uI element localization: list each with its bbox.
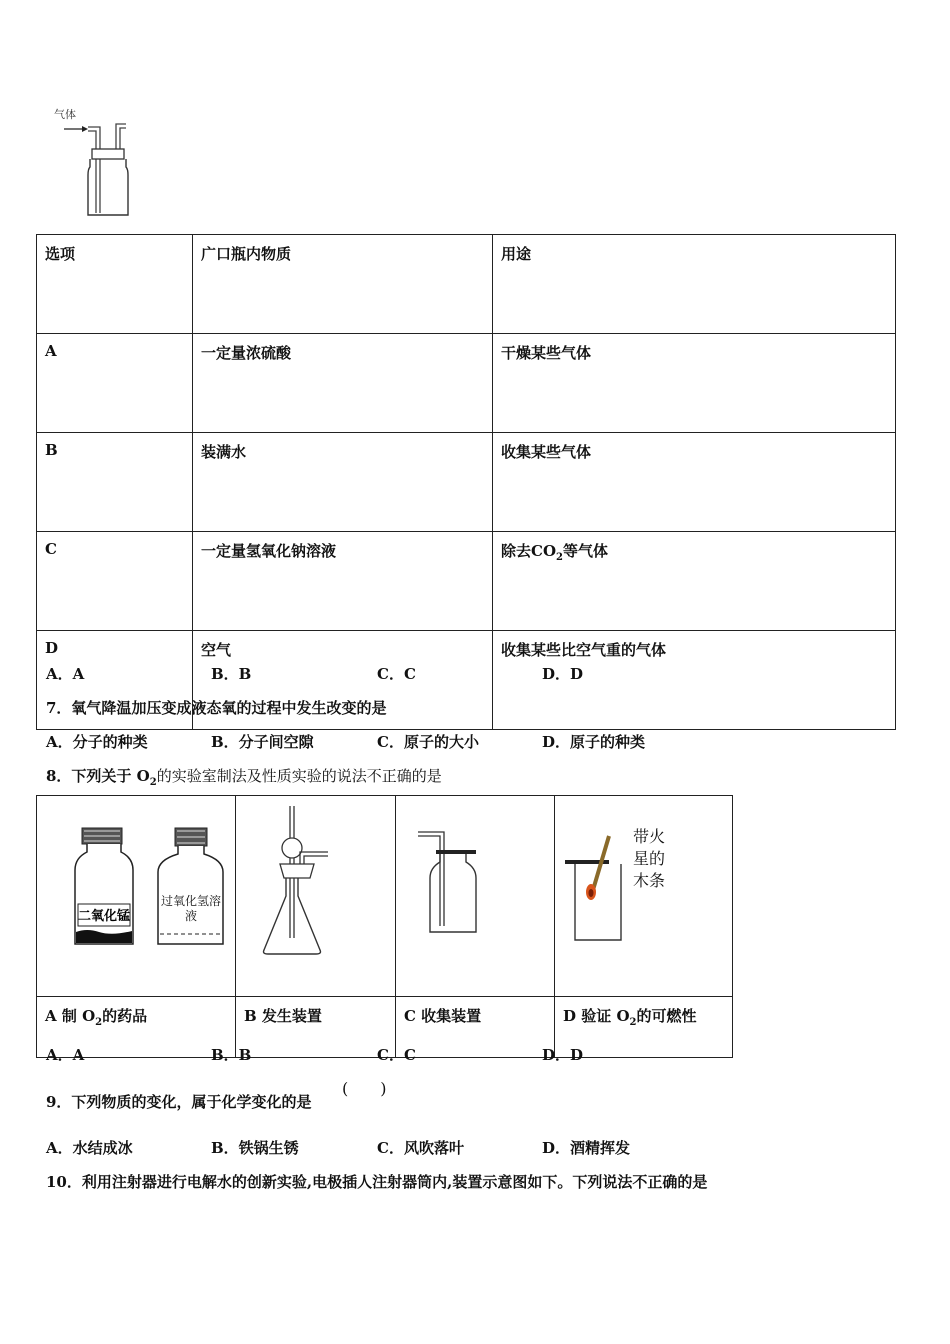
table-header-row xyxy=(37,235,896,334)
use-cell: 收集某些气体 xyxy=(493,433,896,532)
q8-choice-a[interactable]: A．A xyxy=(46,1046,85,1064)
splint-label: 带火星的木条 xyxy=(633,827,666,890)
table-row xyxy=(37,334,896,433)
q8-choice-b[interactable]: B．B xyxy=(211,1046,252,1064)
caption-d-post: 的可燃性 xyxy=(636,1007,697,1025)
substance-cell: 空气 xyxy=(193,631,493,730)
q8-image-cell-a xyxy=(37,796,236,997)
q8-image-cell-b xyxy=(236,796,396,997)
q9-choice-a[interactable]: A．水结成冰 xyxy=(46,1139,133,1157)
caption-a-sub: 2 xyxy=(95,1017,103,1028)
gas-label: 气体 xyxy=(54,108,76,121)
q9-choice-c[interactable]: C．风吹落叶 xyxy=(377,1139,464,1157)
use-post: 等气体 xyxy=(563,542,609,560)
q6-choice-d[interactable]: D．D xyxy=(542,665,584,683)
q7-choice-c[interactable]: C．原子的大小 xyxy=(377,733,479,751)
gas-arrow-head xyxy=(82,126,88,132)
q9-choice-d[interactable]: D．酒精挥发 xyxy=(542,1139,631,1157)
option-cell: A xyxy=(37,334,193,433)
q8-choice-c[interactable]: C．C xyxy=(377,1046,416,1064)
q8-text xyxy=(46,765,442,788)
caption-a-pre: A 制 O xyxy=(45,1007,96,1025)
q8-text-pre: 8．下列关于 O xyxy=(46,767,150,785)
collection-bottle xyxy=(430,854,476,932)
option-cell: B xyxy=(37,433,193,532)
q9-answer-paren: ( ) xyxy=(342,1079,387,1098)
caption-b: B 发生装置 xyxy=(236,997,396,1058)
glowing-splint-drawing xyxy=(555,796,734,992)
use-formula: CO xyxy=(531,542,557,560)
gas-bottle-figure xyxy=(50,105,140,223)
q7-text: 7．氧气降温加压变成液态氧的过程中发生改变的是 xyxy=(46,699,387,717)
use-cell: 收集某些比空气重的气体 xyxy=(493,631,896,730)
q9-text: 9．下列物质的变化，属于化学变化的是 xyxy=(46,1093,312,1111)
q7-choice-d[interactable]: D．原子的种类 xyxy=(542,733,646,751)
q6-choice-b[interactable]: B．B xyxy=(211,665,252,683)
use-cell: 干燥某些气体 xyxy=(493,334,896,433)
use-subscript: 2 xyxy=(556,552,563,563)
substance-cell: 装满水 xyxy=(193,433,493,532)
caption-c: C 收集装置 xyxy=(396,997,555,1058)
q8-figure-table xyxy=(36,795,733,1058)
caption-a-post: 的药品 xyxy=(102,1007,148,1025)
caption-d-sub: 2 xyxy=(629,1017,637,1028)
table-row xyxy=(37,433,896,532)
q10-text: 10．利用注射器进行电解水的创新实验,电极插人注射器筒内,装置示意图如下。下列说法不正确的是 xyxy=(46,1173,708,1191)
use-pre: 除去 xyxy=(501,542,532,560)
q8-choice-d[interactable]: D．D xyxy=(542,1046,584,1064)
q6-choice-a[interactable]: A．A xyxy=(46,665,85,683)
q8-text-post: 的实验室制法及性质实验的说法不正确的是 xyxy=(156,767,442,785)
q8-image-row xyxy=(37,796,733,997)
q7-choice-b[interactable]: B．分子间空隙 xyxy=(211,733,314,751)
header-cell: 选项 xyxy=(37,235,193,334)
use-cell xyxy=(493,532,896,631)
bottle2-label-text: 过氧化氢溶液 xyxy=(161,894,221,923)
funnel-bulb xyxy=(282,838,302,858)
substance-cell: 一定量浓硫酸 xyxy=(193,334,493,433)
bottle1-body xyxy=(75,844,133,944)
bottle1-label-text: 二氧化锰 xyxy=(77,909,131,924)
reagent-bottles-drawing xyxy=(37,796,236,992)
collection-lid xyxy=(436,850,476,854)
q8-image-cell-c xyxy=(396,796,555,997)
options-table xyxy=(36,234,896,730)
flask-stopper xyxy=(280,864,314,878)
header-cell: 广口瓶内物质 xyxy=(193,235,493,334)
q8-text-sub: 2 xyxy=(149,777,157,788)
substance-cell: 一定量氢氧化钠溶液 xyxy=(193,532,493,631)
q9-choice-b[interactable]: B．铁锅生锈 xyxy=(211,1139,299,1157)
generator-apparatus-drawing xyxy=(236,796,396,992)
table-row xyxy=(37,532,896,631)
q6-choice-c[interactable]: C．C xyxy=(377,665,416,683)
gas-bottle-drawing xyxy=(50,105,140,223)
q7-choice-a[interactable]: A．分子的种类 xyxy=(46,733,148,751)
conical-flask xyxy=(264,878,321,954)
option-cell: D xyxy=(37,631,193,730)
q8-image-cell-d xyxy=(555,796,733,997)
option-cell: C xyxy=(37,532,193,631)
caption-d-pre: D 验证 O xyxy=(563,1007,630,1025)
header-cell: 用途 xyxy=(493,235,896,334)
collection-bottle-drawing xyxy=(396,796,555,992)
